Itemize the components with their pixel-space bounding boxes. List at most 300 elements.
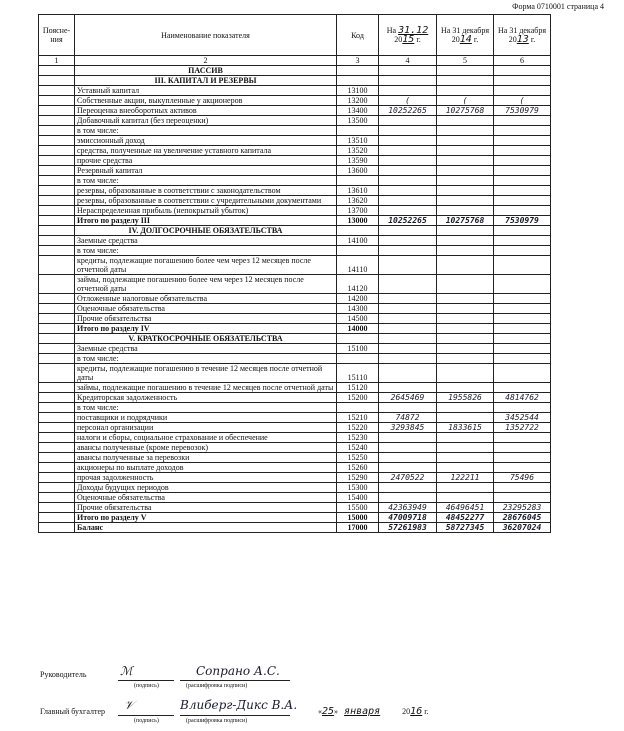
row-value-2014: 10275768 [437, 106, 494, 116]
form-note: Форма 0710001 страница 4 [512, 2, 604, 11]
table-row [39, 176, 551, 186]
accountant-sign-line [118, 715, 174, 716]
index-cell: 4 [379, 56, 437, 66]
row-value-2015 [379, 493, 437, 503]
row-label: V. КРАТКОСРОЧНЫЕ ОБЯЗАТЕЛЬСТВА [75, 334, 337, 344]
director-signature: ℳ [120, 664, 133, 678]
row-value-2015 [379, 76, 437, 86]
table-row [39, 76, 551, 86]
date-month: января [344, 706, 381, 717]
row-explanation [39, 463, 75, 473]
table-row [39, 206, 551, 216]
header-col4-day: 31.12 [398, 25, 429, 36]
table-row [39, 166, 551, 176]
row-explanation [39, 413, 75, 423]
row-code [337, 126, 379, 136]
row-label: Переоценка внеоборотных активов [75, 106, 337, 116]
row-code [337, 76, 379, 86]
row-value-2014 [437, 186, 494, 196]
row-value-2014: 122211 [437, 473, 494, 483]
row-value-2014: 58727345 [437, 523, 494, 533]
row-label: поставщики и подрядчики [75, 413, 337, 423]
row-value-2013 [494, 206, 551, 216]
row-value-2014 [437, 453, 494, 463]
row-value-2014 [437, 324, 494, 334]
row-label: Оценочные обязательства [75, 493, 337, 503]
row-code: 14200 [337, 294, 379, 304]
row-code: 15290 [337, 473, 379, 483]
table-row [39, 116, 551, 126]
row-explanation [39, 275, 75, 294]
accountant-sig-caption: (подпись) [134, 718, 159, 724]
row-label: прочие средства [75, 156, 337, 166]
row-value-2015 [379, 483, 437, 493]
row-code: 13700 [337, 206, 379, 216]
row-value-2013 [494, 463, 551, 473]
row-label: Итого по разделу III [75, 216, 337, 226]
row-code: 14500 [337, 314, 379, 324]
row-code [337, 354, 379, 364]
row-explanation [39, 383, 75, 393]
index-cell: 1 [39, 56, 75, 66]
row-value-2015 [379, 146, 437, 156]
row-value-2014 [437, 483, 494, 493]
row-value-2013 [494, 226, 551, 236]
row-code: 15300 [337, 483, 379, 493]
row-label: в том числе: [75, 403, 337, 413]
row-value-2014 [437, 146, 494, 156]
row-value-2013 [494, 146, 551, 156]
row-value-2015: 42363949 [379, 503, 437, 513]
table-row [39, 146, 551, 156]
header-col4-year-prefix: 20 [394, 35, 403, 44]
row-explanation [39, 66, 75, 76]
row-value-2015 [379, 176, 437, 186]
row-value-2013 [494, 403, 551, 413]
row-explanation [39, 206, 75, 216]
row-explanation [39, 473, 75, 483]
row-code: 13510 [337, 136, 379, 146]
table-row [39, 383, 551, 393]
row-label: Заемные средства [75, 344, 337, 354]
index-cell: 2 [75, 56, 337, 66]
row-label: кредиты, подлежащие погашению более чем через 12 месяцев после отчетной даты [75, 256, 337, 275]
index-cell: 6 [494, 56, 551, 66]
row-value-2014: 10275768 [437, 216, 494, 226]
row-label: кредиты, подлежащие погашению в течение 12 месяцев после отчетной даты [75, 364, 337, 383]
row-value-2015 [379, 314, 437, 324]
row-value-2014 [437, 463, 494, 473]
table-row [39, 344, 551, 354]
row-value-2014 [437, 354, 494, 364]
row-value-2013 [494, 136, 551, 146]
row-value-2015 [379, 66, 437, 76]
row-value-2015 [379, 156, 437, 166]
row-value-2013: 7530979 [494, 106, 551, 116]
sign-date [318, 706, 429, 717]
table-row [39, 453, 551, 463]
director-sign-line [118, 680, 174, 681]
accountant-name-line [180, 715, 290, 716]
row-value-2014 [437, 413, 494, 423]
table-row [39, 393, 551, 403]
director-sig-caption: (подпись) [134, 683, 159, 689]
header-row [39, 15, 551, 56]
table-row [39, 196, 551, 206]
table-row [39, 324, 551, 334]
row-explanation [39, 116, 75, 126]
table-row [39, 216, 551, 226]
header-col4-suffix: г. [416, 35, 421, 44]
row-value-2015 [379, 236, 437, 246]
row-value-2013 [494, 66, 551, 76]
row-explanation [39, 523, 75, 533]
date-day: 25 [322, 706, 335, 717]
row-value-2013 [494, 236, 551, 246]
row-value-2013 [494, 383, 551, 393]
row-value-2015 [379, 304, 437, 314]
row-value-2013 [494, 334, 551, 344]
row-code [337, 246, 379, 256]
table-row [39, 275, 551, 294]
row-value-2014 [437, 66, 494, 76]
row-value-2015 [379, 433, 437, 443]
row-value-2014: 48452277 [437, 513, 494, 523]
table-row [39, 96, 551, 106]
row-code: 15500 [337, 503, 379, 513]
row-code: 15220 [337, 423, 379, 433]
date-year: 16 [410, 706, 423, 717]
row-label: Нераспределенная прибыль (непокрытый убыток) [75, 206, 337, 216]
row-value-2015 [379, 186, 437, 196]
row-value-2013 [494, 294, 551, 304]
row-explanation [39, 393, 75, 403]
row-explanation [39, 354, 75, 364]
table-row [39, 256, 551, 275]
table-body [39, 66, 551, 533]
row-explanation [39, 136, 75, 146]
table-row [39, 443, 551, 453]
director-name: Сопрано А.С. [196, 664, 280, 678]
row-value-2015: ( [379, 96, 437, 106]
row-code: 13610 [337, 186, 379, 196]
row-label: Прочие обязательства [75, 503, 337, 513]
row-explanation [39, 483, 75, 493]
row-value-2015: 2645469 [379, 393, 437, 403]
table-row [39, 433, 551, 443]
row-value-2015 [379, 246, 437, 256]
row-label: акционеры по выплате доходов [75, 463, 337, 473]
row-value-2014 [437, 403, 494, 413]
row-value-2013 [494, 324, 551, 334]
header-col5-label: На 31 декабря [440, 26, 489, 35]
row-explanation [39, 433, 75, 443]
row-code: 13620 [337, 196, 379, 206]
header-code: Код [337, 15, 379, 56]
row-value-2015 [379, 344, 437, 354]
row-code: 15400 [337, 493, 379, 503]
table-row [39, 503, 551, 513]
row-code: 13520 [337, 146, 379, 156]
row-value-2013: 1352722 [494, 423, 551, 433]
row-value-2015 [379, 453, 437, 463]
row-value-2015 [379, 463, 437, 473]
row-value-2014 [437, 76, 494, 86]
row-code: 13590 [337, 156, 379, 166]
table-row [39, 413, 551, 423]
row-value-2013 [494, 433, 551, 443]
row-label: Кредиторская задолженность [75, 393, 337, 403]
row-code: 15120 [337, 383, 379, 393]
row-explanation [39, 176, 75, 186]
table-row [39, 126, 551, 136]
row-label: Добавочный капитал (без переоценки) [75, 116, 337, 126]
row-value-2014 [437, 334, 494, 344]
row-value-2014 [437, 304, 494, 314]
row-value-2013 [494, 354, 551, 364]
accountant-name-caption: (расшифровка подписи) [186, 718, 248, 724]
row-value-2013 [494, 256, 551, 275]
row-value-2014 [437, 493, 494, 503]
row-value-2013 [494, 364, 551, 383]
row-value-2013 [494, 304, 551, 314]
row-value-2013: 7530979 [494, 216, 551, 226]
table-row [39, 136, 551, 146]
row-value-2014 [437, 156, 494, 166]
row-value-2013: 28676045 [494, 513, 551, 523]
row-value-2013 [494, 166, 551, 176]
table-row [39, 236, 551, 246]
table-row [39, 294, 551, 304]
row-explanation [39, 96, 75, 106]
row-value-2013 [494, 126, 551, 136]
row-value-2015 [379, 136, 437, 146]
row-code: 15000 [337, 513, 379, 523]
row-label: резервы, образованные в соответствии с законодательством [75, 186, 337, 196]
row-label: Отложенные налоговые обязательства [75, 294, 337, 304]
row-label: III. КАПИТАЛ И РЕЗЕРВЫ [75, 76, 337, 86]
row-value-2013 [494, 186, 551, 196]
row-value-2015 [379, 206, 437, 216]
row-code [337, 66, 379, 76]
header-col6-label: На 31 декабря [497, 26, 546, 35]
header-col5-year-prefix: 20 [451, 35, 460, 44]
row-value-2014: 46496451 [437, 503, 494, 513]
row-code: 14000 [337, 324, 379, 334]
table-row [39, 403, 551, 413]
row-value-2015 [379, 166, 437, 176]
director-name-caption: (расшифровка подписи) [186, 683, 248, 689]
row-code: 14300 [337, 304, 379, 314]
row-value-2014 [437, 364, 494, 383]
row-label: Собственные акции, выкупленные у акционеров [75, 96, 337, 106]
row-label: Уставный капитал [75, 86, 337, 96]
header-col6-year-prefix: 20 [508, 35, 517, 44]
row-explanation [39, 324, 75, 334]
row-label: авансы полученные за перевозки [75, 453, 337, 463]
row-value-2015 [379, 275, 437, 294]
row-label: IV. ДОЛГОСРОЧНЫЕ ОБЯЗАТЕЛЬСТВА [75, 226, 337, 236]
row-value-2015: 2470522 [379, 473, 437, 483]
row-value-2014 [437, 275, 494, 294]
row-value-2015 [379, 256, 437, 275]
row-value-2015 [379, 403, 437, 413]
row-value-2013 [494, 344, 551, 354]
row-label: Заемные средства [75, 236, 337, 246]
header-indicator: Наименование показателя [75, 15, 337, 56]
row-value-2013: 75496 [494, 473, 551, 483]
row-value-2014 [437, 314, 494, 324]
row-explanation [39, 246, 75, 256]
row-explanation [39, 256, 75, 275]
header-col6-suffix: г. [530, 35, 536, 44]
row-code [337, 403, 379, 413]
table-row [39, 423, 551, 433]
row-code: 14100 [337, 236, 379, 246]
row-value-2015: 47009718 [379, 513, 437, 523]
row-code: 13200 [337, 96, 379, 106]
row-code: 15200 [337, 393, 379, 403]
row-label: в том числе: [75, 354, 337, 364]
table-row [39, 226, 551, 236]
row-explanation [39, 423, 75, 433]
row-code: 14110 [337, 256, 379, 275]
balance-table [38, 14, 551, 533]
header-col6 [494, 15, 551, 56]
header-col4 [379, 15, 437, 56]
row-explanation [39, 226, 75, 236]
row-value-2014 [437, 226, 494, 236]
date-quote-open: « [318, 707, 322, 716]
table-row [39, 463, 551, 473]
row-value-2013 [494, 443, 551, 453]
header-col6-year: 13 [516, 34, 529, 45]
index-cell: 3 [337, 56, 379, 66]
row-code: 13100 [337, 86, 379, 96]
row-value-2015: 74872 [379, 413, 437, 423]
row-value-2015: 10252265 [379, 106, 437, 116]
row-value-2015 [379, 324, 437, 334]
table-row [39, 513, 551, 523]
table-row [39, 314, 551, 324]
row-value-2015 [379, 294, 437, 304]
row-code: 15210 [337, 413, 379, 423]
table-row [39, 186, 551, 196]
row-value-2015 [379, 116, 437, 126]
index-row [39, 56, 551, 66]
row-value-2014 [437, 246, 494, 256]
row-value-2013 [494, 176, 551, 186]
row-explanation [39, 294, 75, 304]
row-value-2013 [494, 483, 551, 493]
table-row [39, 523, 551, 533]
row-label: в том числе: [75, 126, 337, 136]
row-value-2013 [494, 156, 551, 166]
row-code: 17000 [337, 523, 379, 533]
table-row [39, 66, 551, 76]
row-explanation [39, 196, 75, 206]
table-row [39, 493, 551, 503]
row-value-2014 [437, 86, 494, 96]
row-value-2015 [379, 443, 437, 453]
row-label: в том числе: [75, 246, 337, 256]
row-value-2014 [437, 196, 494, 206]
row-label: налоги и сборы, социальное страхование и обеспечение [75, 433, 337, 443]
row-explanation [39, 126, 75, 136]
row-explanation [39, 453, 75, 463]
row-code: 15250 [337, 453, 379, 463]
row-label: прочая задолженность [75, 473, 337, 483]
row-value-2015 [379, 383, 437, 393]
table-row [39, 473, 551, 483]
row-value-2015 [379, 196, 437, 206]
row-label: займы, подлежащие погашению более чем через 12 месяцев после отчетной даты [75, 275, 337, 294]
row-label: резервы, образованные в соответствии с учредительными документами [75, 196, 337, 206]
row-value-2013 [494, 493, 551, 503]
row-label: займы, подлежащие погашению в течение 12 месяцев после отчетной даты [75, 383, 337, 393]
row-explanation [39, 106, 75, 116]
row-label: в том числе: [75, 176, 337, 186]
row-code [337, 176, 379, 186]
row-value-2013 [494, 275, 551, 294]
row-explanation [39, 76, 75, 86]
date-suffix: г. [424, 707, 429, 716]
row-label: Доходы будущих периодов [75, 483, 337, 493]
row-value-2014 [437, 236, 494, 246]
table-row [39, 156, 551, 166]
row-label: средства, полученные на увеличение уставного капитала [75, 146, 337, 156]
row-value-2015 [379, 226, 437, 236]
row-explanation [39, 344, 75, 354]
row-code: 13000 [337, 216, 379, 226]
row-value-2013 [494, 196, 551, 206]
row-value-2014 [437, 383, 494, 393]
row-value-2014 [437, 294, 494, 304]
row-explanation [39, 236, 75, 246]
index-cell: 5 [437, 56, 494, 66]
row-value-2014 [437, 176, 494, 186]
row-value-2015: 10252265 [379, 216, 437, 226]
date-year-prefix: 20 [402, 707, 411, 716]
row-explanation [39, 403, 75, 413]
header-col5-year: 14 [459, 34, 472, 45]
row-value-2014 [437, 136, 494, 146]
accountant-signature: 𝒱 [124, 698, 134, 712]
row-label: ПАССИВ [75, 66, 337, 76]
row-value-2015 [379, 86, 437, 96]
row-value-2013 [494, 116, 551, 126]
row-value-2014 [437, 344, 494, 354]
row-label: Итого по разделу V [75, 513, 337, 523]
table-row [39, 106, 551, 116]
director-label: Руководитель [40, 670, 87, 679]
row-label: персонал организации [75, 423, 337, 433]
row-value-2015 [379, 354, 437, 364]
row-value-2014: 1833615 [437, 423, 494, 433]
row-value-2013: 23295283 [494, 503, 551, 513]
accountant-label: Главный бухгалтер [40, 707, 105, 716]
row-code: 15240 [337, 443, 379, 453]
row-value-2013 [494, 314, 551, 324]
row-value-2014 [437, 206, 494, 216]
row-value-2015 [379, 364, 437, 383]
header-col4-prefix: На [386, 26, 397, 35]
header-col4-year: 15 [402, 34, 415, 45]
row-explanation [39, 334, 75, 344]
row-explanation [39, 86, 75, 96]
row-value-2014 [437, 256, 494, 275]
table-row [39, 334, 551, 344]
